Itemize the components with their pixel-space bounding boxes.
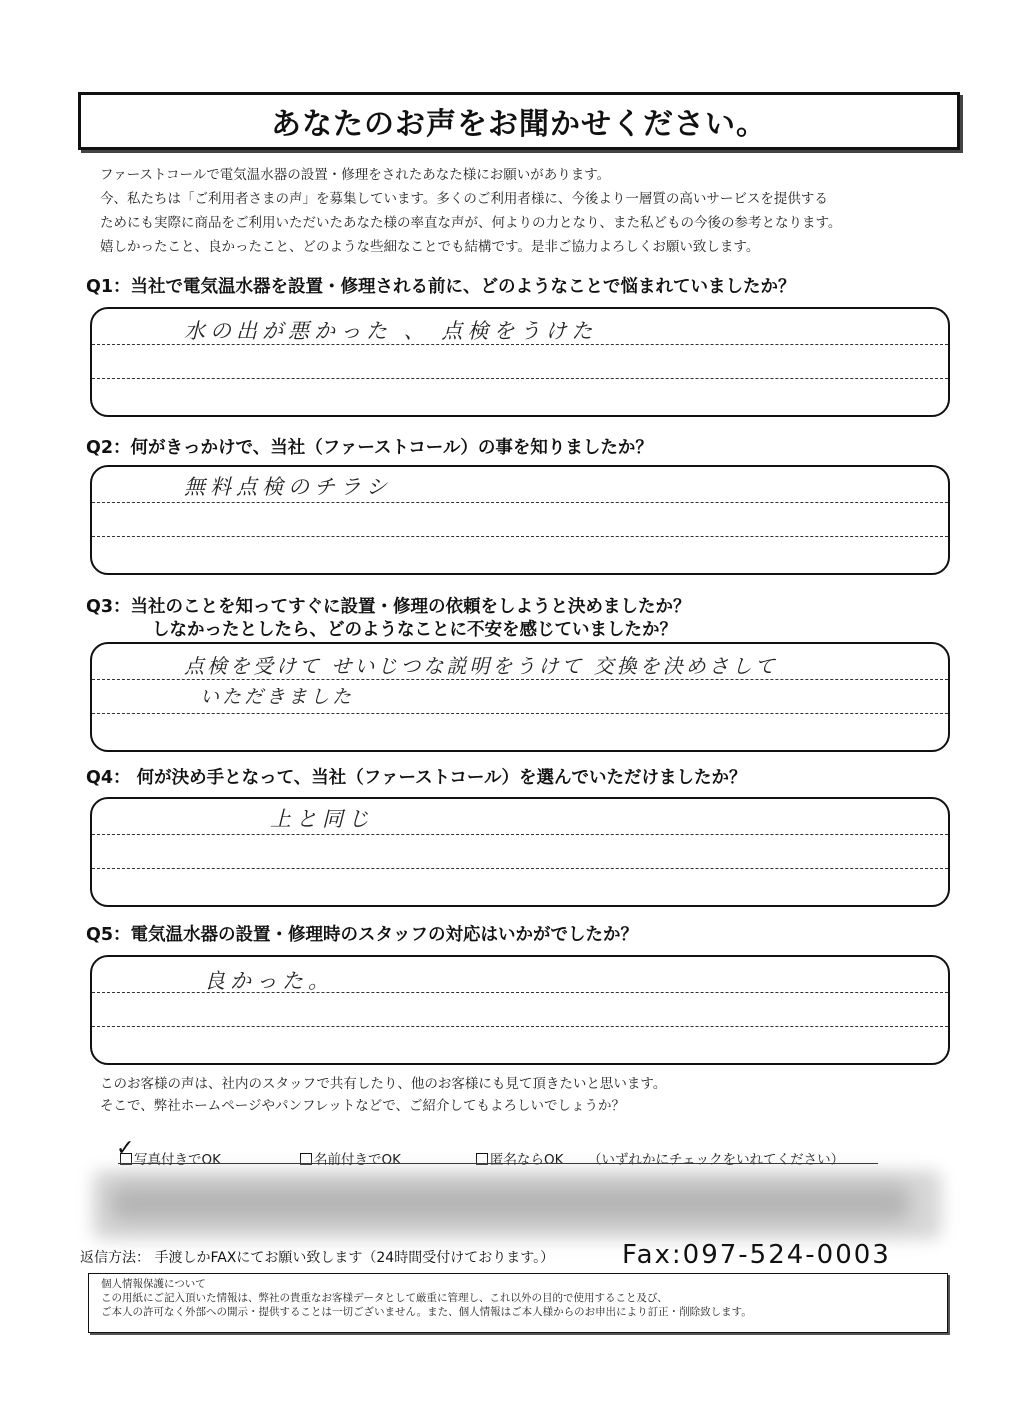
answer-5-text: 良かった。	[204, 969, 334, 993]
question-4-label: Q4： 何が決め手となって、当社（ファーストコール）を選んでいただけましたか？	[86, 768, 747, 788]
consent-line: このお客様の声は、社内のスタッフで共有したり、他のお客様にも見て頂きたいと思います。	[100, 1076, 667, 1092]
option-photo-label: 写真付きでOK	[134, 1152, 221, 1168]
answer-line	[92, 868, 948, 869]
question-3-label: Q3：当社のことを知ってすぐに設置・修理の依頼をしようと決めましたか？	[86, 597, 691, 617]
answer-line	[92, 1026, 948, 1027]
reply-method: 返信方法： 手渡しかFAXにてお願い致します（24時間受付けております。）	[80, 1250, 555, 1266]
privacy-line: ご本人の許可なく外部への開示・提供することは一切ございません。また、個人情報はご本人様からのお申出により訂正・削除致します。	[101, 1306, 752, 1318]
redacted-area-inner	[110, 1185, 910, 1221]
answer-line	[92, 536, 948, 537]
answer-box-5[interactable]	[90, 955, 950, 1065]
answer-box-1[interactable]	[90, 307, 950, 417]
privacy-box	[88, 1273, 948, 1333]
fax-number: Fax:097-524-0003	[622, 1240, 891, 1270]
option-anon[interactable]	[476, 1148, 563, 1168]
option-anon-label: 匿名ならOK	[490, 1152, 564, 1168]
answer-box-4[interactable]	[90, 797, 950, 907]
answer-2-text: 無料点検のチラシ	[184, 475, 392, 499]
option-name[interactable]	[300, 1148, 401, 1168]
options-note: （いずれかにチェックをいれてください）	[588, 1152, 845, 1168]
answer-1-text: 水の出が悪かった 、 点検をうけた	[184, 319, 598, 343]
question-2-label: Q2：何がきっかけで、当社（ファーストコール）の事を知りましたか？	[86, 438, 653, 458]
intro-line: ファーストコールで電気温水器の設置・修理をされたあなた様にお願いがあります。	[100, 167, 611, 183]
option-name-label: 名前付きでOK	[314, 1152, 401, 1168]
answer-box-3[interactable]	[90, 642, 950, 752]
anon-checkbox[interactable]	[476, 1153, 488, 1165]
answer-line	[92, 502, 948, 503]
name-checkbox[interactable]	[300, 1153, 312, 1165]
intro-line: 今、私たちは「ご利用者さまの声」を募集しています。多くのご利用者様に、今後より一層質の高いサービスを提供する	[100, 191, 828, 207]
title-box	[78, 92, 960, 150]
question-3-label-2: しなかったとしたら、どのようなことに不安を感じていましたか？	[152, 620, 677, 640]
question-5-label: Q5：電気温水器の設置・修理時のスタッフの対応はいかがでしたか？	[86, 925, 639, 945]
intro-text	[100, 163, 960, 259]
privacy-line: この用紙にご記入頂いた情報は、弊社の貴重なお客様データとして厳重に管理し、これ以外の目的で使用すること及び、	[101, 1292, 668, 1304]
option-photo[interactable]	[120, 1148, 221, 1168]
answer-3-text: 点検を受けて せいじつな説明をうけて 交換を決めさして	[184, 654, 778, 678]
intro-line: ためにも実際に商品をご利用いただいたあなた様の率直な声が、何よりの力となり、また私どもの今後の参考となります。	[100, 215, 842, 231]
consent-text	[100, 1073, 666, 1117]
answer-3-text-2: いただきました	[200, 686, 355, 708]
question-1-label: Q1：当社で電気温水器を設置・修理される前に、どのようなことで悩まれていましたか？	[86, 277, 796, 297]
answer-line	[92, 834, 948, 835]
page-title: あなたのお声をお聞かせください。	[271, 107, 767, 142]
answer-line	[92, 378, 948, 379]
answer-line	[92, 713, 948, 714]
intro-line: 嬉しかったこと、良かったこと、どのような些細なことでも結構です。是非ご協力よろしくお願い致します。	[100, 239, 760, 255]
privacy-heading: 個人情報保護について	[101, 1278, 206, 1290]
answer-box-2[interactable]	[90, 465, 950, 575]
check-mark-icon: ✓	[116, 1136, 135, 1161]
answer-line	[92, 679, 948, 680]
consent-line: そこで、弊社ホームページやパンフレットなどで、ご紹介してもよろしいでしょうか？	[100, 1098, 626, 1114]
answer-4-text: 上と同じ	[270, 807, 374, 831]
